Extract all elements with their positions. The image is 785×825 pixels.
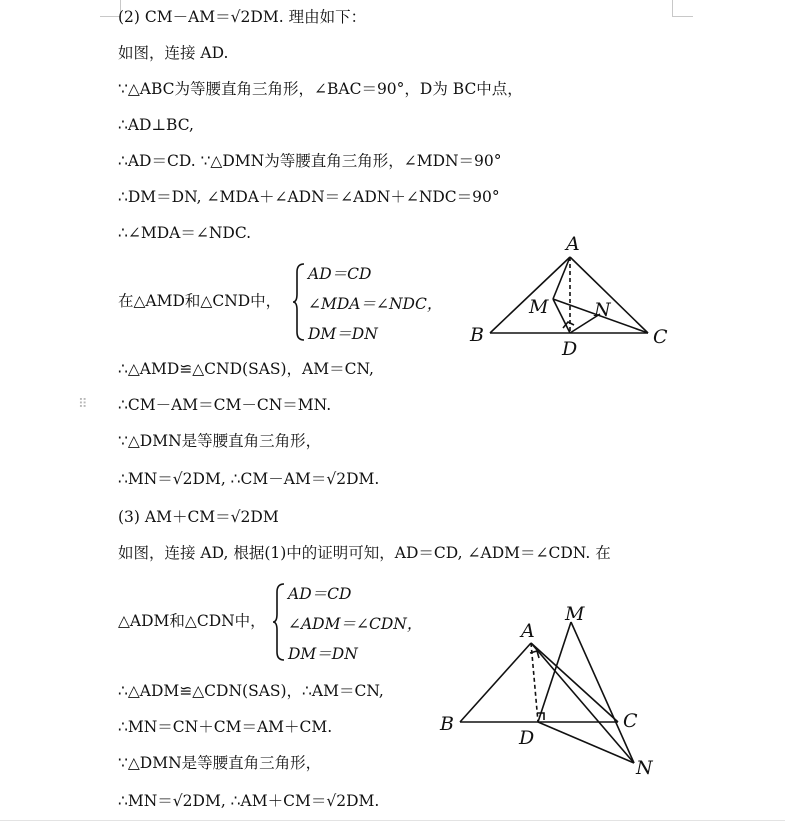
- system-prefix: △ADM和△CDN中，: [118, 612, 266, 630]
- proof-line: ∴CM－AM＝CM－CN＝MN.: [118, 396, 332, 414]
- label-d: D: [519, 727, 535, 749]
- page-bottom-rule: [0, 820, 785, 821]
- proof-line: ∵△ABC为等腰直角三角形，∠BAC＝90°，D为 BC中点，: [118, 80, 523, 98]
- label-m: M: [529, 296, 549, 318]
- segment-ac: [570, 257, 648, 333]
- system-equation: DM＝DN: [308, 325, 378, 343]
- proof-line: ∴MN＝CN＋CM＝AM＋CM.: [118, 718, 333, 736]
- proof-line: ∴AD⊥BC,: [118, 116, 194, 134]
- segment-am: [553, 257, 570, 299]
- right-angle-mark: [530, 651, 539, 658]
- proof-line: ∴MN＝√2DM, ∴CM－AM＝√2DM.: [118, 470, 380, 488]
- segment-an: [531, 643, 634, 763]
- segment-dn: [538, 722, 634, 763]
- proof-line: ∴DM＝DN, ∠MDA＋∠ADN＝∠ADN＋∠NDC＝90°: [118, 188, 500, 206]
- proof-line: 如图，连接 AD.: [118, 44, 229, 62]
- segment-dn: [570, 314, 600, 333]
- segment-ab: [490, 257, 570, 333]
- proof-line: (3) AM＋CM＝√2DM: [118, 508, 279, 526]
- system-equation: ∠ADM＝∠CDN，: [288, 615, 423, 633]
- system-equation: AD＝CD: [308, 265, 372, 283]
- proof-line: ∴AD＝CD. ∵△DMN为等腰直角三角形，∠MDN＝90°: [118, 152, 502, 170]
- proof-line: ∴∠MDA＝∠NDC.: [118, 224, 252, 242]
- proof-line: 如图，连接 AD, 根据(1)中的证明可知，AD＝CD, ∠ADM＝∠CDN. 在: [118, 544, 611, 562]
- system-equation: AD＝CD: [288, 585, 352, 603]
- label-c: C: [653, 326, 668, 348]
- left-brace-icon: [272, 582, 286, 662]
- label-n: N: [594, 299, 611, 321]
- right-angle-mark: [563, 322, 574, 328]
- equation-system-1: [292, 262, 452, 342]
- proof-line: ∴MN＝√2DM, ∴AM＋CM＝√2DM.: [118, 792, 380, 810]
- proof-line: ∴△ADM≌△CDN(SAS)，∴AM＝CN,: [118, 682, 384, 700]
- label-a: A: [521, 620, 535, 642]
- right-angle-mark: [537, 713, 544, 720]
- proof-line: ∴△AMD≌△CND(SAS)，AM＝CN,: [118, 360, 374, 378]
- label-b: B: [470, 324, 484, 346]
- segment-mn: [571, 622, 634, 763]
- proof-line: ∵△DMN是等腰直角三角形，: [118, 432, 322, 450]
- segment-ac: [531, 643, 618, 722]
- equation-system-2: [272, 582, 442, 662]
- page-corner-mark-right: [672, 0, 693, 17]
- label-b: B: [440, 713, 454, 735]
- label-n: N: [636, 757, 653, 779]
- segment-md: [553, 299, 570, 333]
- segment-ad: [531, 643, 538, 722]
- label-a: A: [566, 233, 580, 255]
- system-equation: ∠MDA＝∠NDC，: [308, 295, 443, 313]
- label-c: C: [623, 710, 638, 732]
- system-prefix: 在△AMD和△CND中，: [118, 292, 282, 310]
- segment-ab: [460, 643, 531, 722]
- label-m: M: [565, 603, 585, 625]
- proof-line: ∵△DMN是等腰直角三角形，: [118, 754, 322, 772]
- proof-line: (2) CM－AM＝√2DM. 理由如下：: [118, 8, 367, 26]
- segment-md: [538, 622, 571, 722]
- left-brace-icon: [292, 262, 306, 342]
- label-d: D: [562, 338, 578, 360]
- drag-handle-icon[interactable]: ⠿: [78, 397, 89, 412]
- segment-mc: [553, 299, 648, 333]
- system-equation: DM＝DN: [288, 645, 358, 663]
